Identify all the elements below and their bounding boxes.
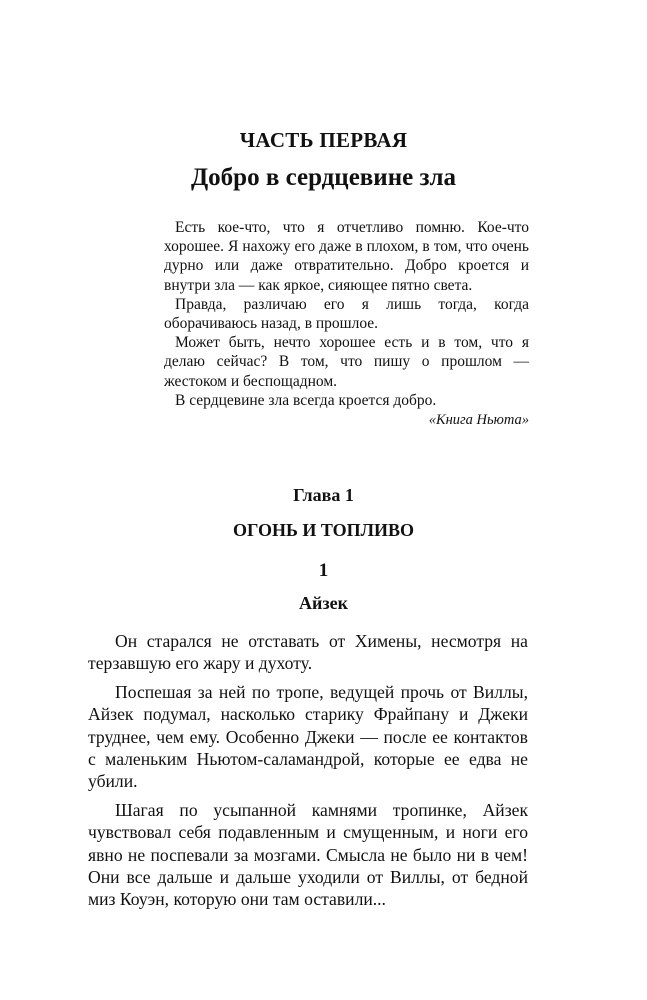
epigraph-paragraph: Есть кое-что, что я отчетливо помню. Кое-что хорошее. Я нахожу его даже в плохом, в том, что очень дурно или даже отвратительно. Добро кроется и внутри зла — как яркое, сияющее пятно света. xyxy=(164,219,529,294)
body-paragraph: Поспешая за ней по тропе, ведущей прочь от Виллы, Айзек подумал, насколько старику Фрайпану и Джеки труднее, чем ему. Особенно Джеки — после ее контактов с маленьким Ньютом-саламандрой, которые ее едва не убили. xyxy=(88,681,528,792)
chapter-title: ОГОНЬ И ТОПЛИВО xyxy=(232,520,415,540)
body-text xyxy=(88,630,528,917)
body-paragraph: Он старался не отставать от Химены, несмотря на терзавшую его жару и духоту. xyxy=(88,631,528,674)
part-title: ЧАСТЬ ПЕРВАЯ xyxy=(239,128,408,152)
section-number: 1 xyxy=(318,560,329,581)
epigraph-source: «Книга Ньюта» xyxy=(428,412,529,429)
section-title: Айзек xyxy=(299,593,348,613)
part-subtitle: Добро в сердцевине зла xyxy=(190,164,457,191)
epigraph-paragraph: Может быть, нечто хорошее есть и в том, что я делаю сейчас? В том, что пишу о прошлом — жестоком и беспощадном. xyxy=(164,334,529,390)
epigraph-paragraph: Правда, различаю его я лишь тогда, когда оборачиваюсь назад, в прошлое. xyxy=(164,295,529,333)
epigraph-paragraph: В сердцевине зла всегда кроется добро. xyxy=(175,391,437,409)
epigraph xyxy=(164,218,529,430)
chapter-label: Глава 1 xyxy=(293,485,354,505)
body-paragraph: Шагая по усыпанной камнями тропинке, Айзек чувствовал себя подавленным и смущенным, и ноги его явно не поспевали за мозгами. Смысла не было ни в чем! Они все дальше и дальше уходили от Виллы, от бедной миз Коуэн, которую они там оставили... xyxy=(88,799,528,910)
